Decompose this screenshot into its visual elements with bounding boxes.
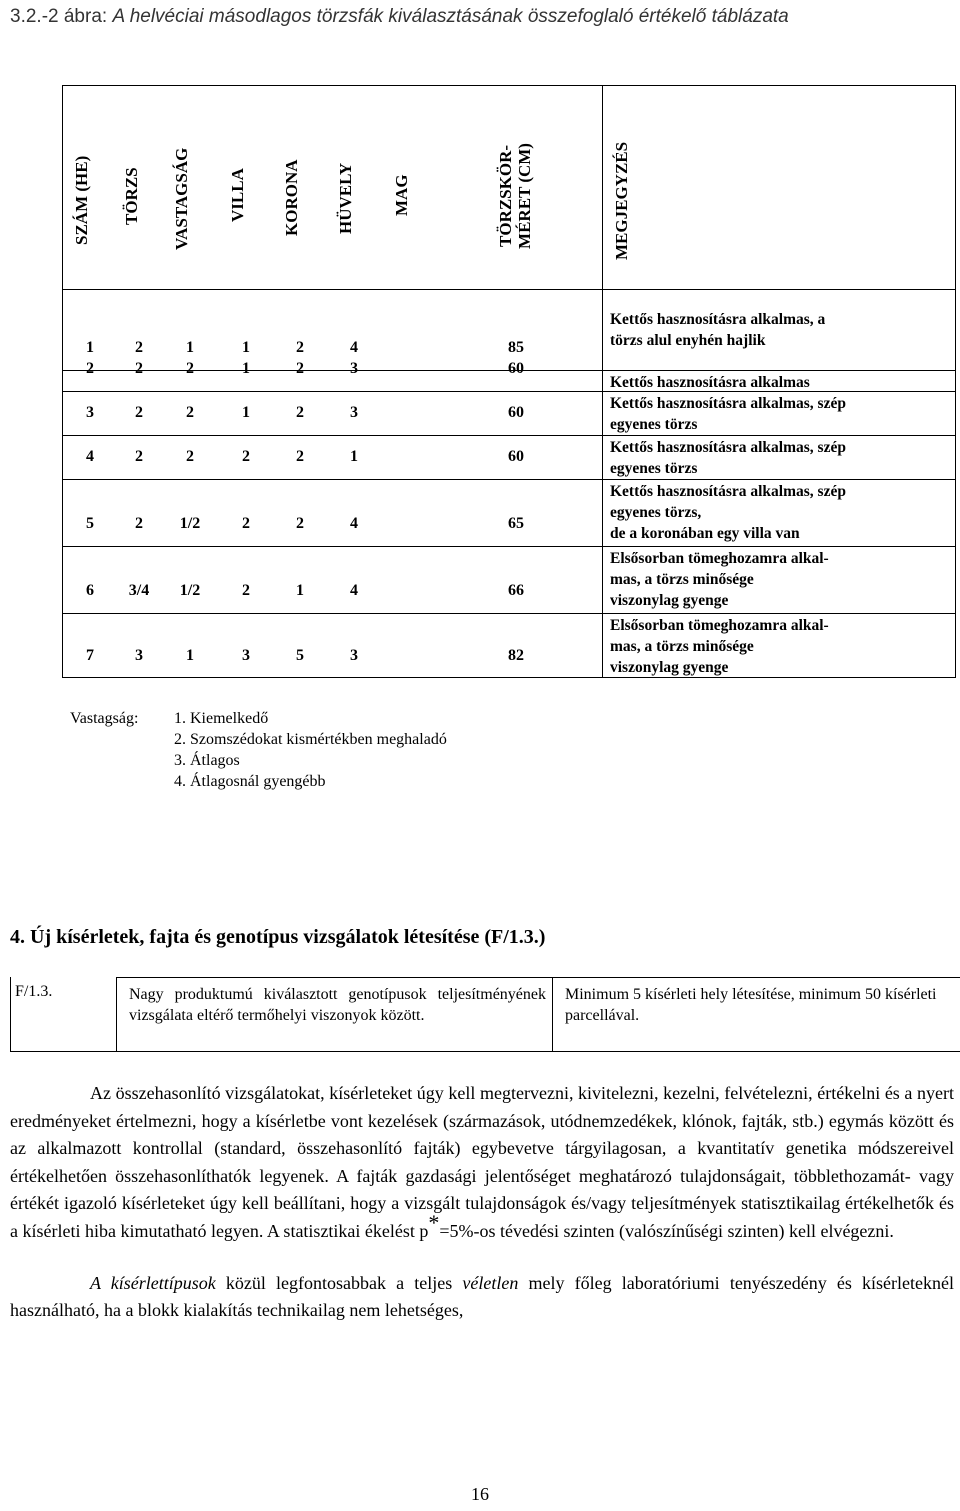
header-mag: MAG xyxy=(392,174,411,216)
task-description: Nagy produktumú kiválasztott genotípusok teljesítményének vizsgálata eltérő termőhelyi viszonyok között. xyxy=(116,977,552,1052)
table-cell: 1/2 xyxy=(179,515,201,532)
page-number: 16 xyxy=(471,1484,489,1504)
task-table xyxy=(10,977,956,1052)
caption-number: 3.2.-2 ábra: xyxy=(10,6,108,27)
superscript-asterisk: * xyxy=(428,1209,440,1235)
table-note: Kettős hasznosításra alkalmas, szép egyenes törzs, de a koronában egy villa van xyxy=(610,483,846,542)
body-text xyxy=(10,1080,954,1325)
legend-item: 3. Átlagos xyxy=(174,752,240,769)
table-cell: 1/2 xyxy=(179,582,201,599)
table-cell: 2 xyxy=(135,360,143,377)
legend-item: 4. Átlagosnál gyengébb xyxy=(174,773,326,790)
table-cell: 60 xyxy=(508,448,524,465)
header-vastagsag: VASTAGSÁG xyxy=(172,147,191,250)
table-cell: 2 xyxy=(186,360,194,377)
table-cell: 3 xyxy=(350,404,358,421)
header-villa: VILLA xyxy=(228,168,247,222)
table-cell: 1 xyxy=(242,404,250,421)
header-huvely: HÜVELY xyxy=(336,162,355,234)
table-note: Kettős hasznosításra alkalmas, a törzs alul enyhén hajlik xyxy=(610,311,826,349)
task-code: F/1.3. xyxy=(10,977,116,1052)
table-cell: 1 xyxy=(86,339,94,356)
table-cell: 1 xyxy=(350,448,358,465)
legend-list xyxy=(174,708,447,792)
caption-text: A helvéciai másodlagos törzsfák kiválasztásának összefoglaló értékelő táblázata xyxy=(112,6,789,27)
italic-term: véletlen xyxy=(462,1272,519,1293)
table-cell: 2 xyxy=(135,515,143,532)
table-cell: 2 xyxy=(242,515,250,532)
paragraph-text: Az összehasonlító vizsgálatokat, kísérleteket úgy kell megtervezni, kivitelezni, kezelni, felvételezni, értékelni és a nyert eredményeket értelmezni, hogy a kísérletbe vont kezelések (származások, utódnemzedékek, klónok, fajták, stb.) egymás között és az alkalmazott kontrollal (standard, összehasonlító fajták) egybevetve tárgyilagosan, a kvantitatív genetika módszereivel értékelhetően összehasonlíthatók legyenek. A fajták gazdasági jelentőséget meghatározó tulajdonságait, többlethozamát- vagy értékét igazoló kísérleteket úgy kell beállítani, hogy a vizsgált tulajdonságok és/vagy teljesítmények statisztikailag értékelhetők és a kísérleti hiba kimutatható legyen. A statisztikai ékelést p xyxy=(10,1083,954,1241)
legend-item: 2. Szomszédokat kismértékben meghaladó xyxy=(174,731,447,748)
table-header-divider xyxy=(62,289,956,290)
table-cell: 4 xyxy=(350,515,358,532)
legend-label: Vastagság: xyxy=(70,710,139,727)
table-cell: 85 xyxy=(508,339,524,356)
table-cell: 2 xyxy=(135,339,143,356)
table-cell: 1 xyxy=(296,582,304,599)
table-note: Elsősorban tömeghozamra alkal- mas, a törzs minősége viszonylag gyenge xyxy=(610,550,829,609)
table-cell: 5 xyxy=(296,647,304,664)
paragraph-text-tail: mely főleg laboratóriumi tenyészedény és kísérleteknél használható, ha a blokk kialakítás technikailag nem lehetséges, xyxy=(10,1272,954,1321)
table-cell: 4 xyxy=(350,339,358,356)
table-note: Kettős hasznosításra alkalmas, szép egyenes törzs xyxy=(610,395,846,433)
table-cell: 2 xyxy=(186,448,194,465)
paragraph xyxy=(10,1270,954,1325)
table-cell: 60 xyxy=(508,404,524,421)
table-cell: 2 xyxy=(242,448,250,465)
table-cell: 65 xyxy=(508,515,524,532)
table-cell: 2 xyxy=(296,515,304,532)
table-cell: 1 xyxy=(186,339,194,356)
table-cell: 1 xyxy=(242,360,250,377)
table-cell: 3 xyxy=(242,647,250,664)
header-torzskormeret: TÖRZSKÖR-MÉRET (CM) xyxy=(496,143,534,249)
table-cell: 2 xyxy=(296,448,304,465)
table-cell: 66 xyxy=(508,582,524,599)
table-row-divider xyxy=(62,435,956,436)
table-cell: 3 xyxy=(86,404,94,421)
table-cell: 3 xyxy=(135,647,143,664)
table-note-column-divider xyxy=(602,85,603,678)
table-row-divider xyxy=(62,479,956,480)
legend-item: 1. Kiemelkedő xyxy=(174,710,269,727)
table-cell: 82 xyxy=(508,647,524,664)
table-cell: 2 xyxy=(186,404,194,421)
italic-term: A kísérlettípusok xyxy=(90,1272,216,1293)
table-row-divider xyxy=(62,546,956,547)
table-note: Elsősorban tömeghozamra alkal- mas, a törzs minősége viszonylag gyenge xyxy=(610,617,829,676)
table-cell: 4 xyxy=(350,582,358,599)
table-cell: 3 xyxy=(350,360,358,377)
table-note: Kettős hasznosításra alkalmas, szép egyenes törzs xyxy=(610,439,846,477)
table-note: Kettős hasznosításra alkalmas xyxy=(610,374,810,391)
header-korona: KORONA xyxy=(282,159,301,236)
section-title: 4. Új kísérletek, fajta és genotípus vizsgálatok létesítése (F/1.3.) xyxy=(10,926,546,948)
table-cell: 2 xyxy=(135,448,143,465)
table-cell: 4 xyxy=(86,448,94,465)
table-cell: 2 xyxy=(135,404,143,421)
paragraph-text: közül legfontosabbak a teljes xyxy=(215,1272,463,1293)
table-cell: 5 xyxy=(86,515,94,532)
table-cell: 3/4 xyxy=(128,582,150,599)
header-torzs: TÖRZS xyxy=(122,167,141,225)
table-cell: 2 xyxy=(242,582,250,599)
table-cell: 60 xyxy=(508,360,524,377)
figure-caption xyxy=(10,4,950,30)
table-cell: 2 xyxy=(296,339,304,356)
table-cell: 1 xyxy=(186,647,194,664)
table-cell: 6 xyxy=(86,582,94,599)
table-cell: 2 xyxy=(296,360,304,377)
header-szam: SZÁM (HE) xyxy=(72,155,91,245)
header-megjegyzes: MEGJEGYZÉS xyxy=(612,141,631,260)
table-cell: 3 xyxy=(350,647,358,664)
table-row-divider xyxy=(62,613,956,614)
table-cell: 7 xyxy=(86,647,94,664)
paragraph-text-tail: =5%-os tévedési szinten (valószínűségi szinten) kell elvégezni. xyxy=(439,1220,894,1241)
table-cell: 2 xyxy=(86,360,94,377)
table-cell: 1 xyxy=(242,339,250,356)
paragraph xyxy=(10,1080,954,1246)
task-result: Minimum 5 kísérleti hely létesítése, minimum 50 kísérleti parcellával. xyxy=(552,977,960,1052)
table-cell: 2 xyxy=(296,404,304,421)
